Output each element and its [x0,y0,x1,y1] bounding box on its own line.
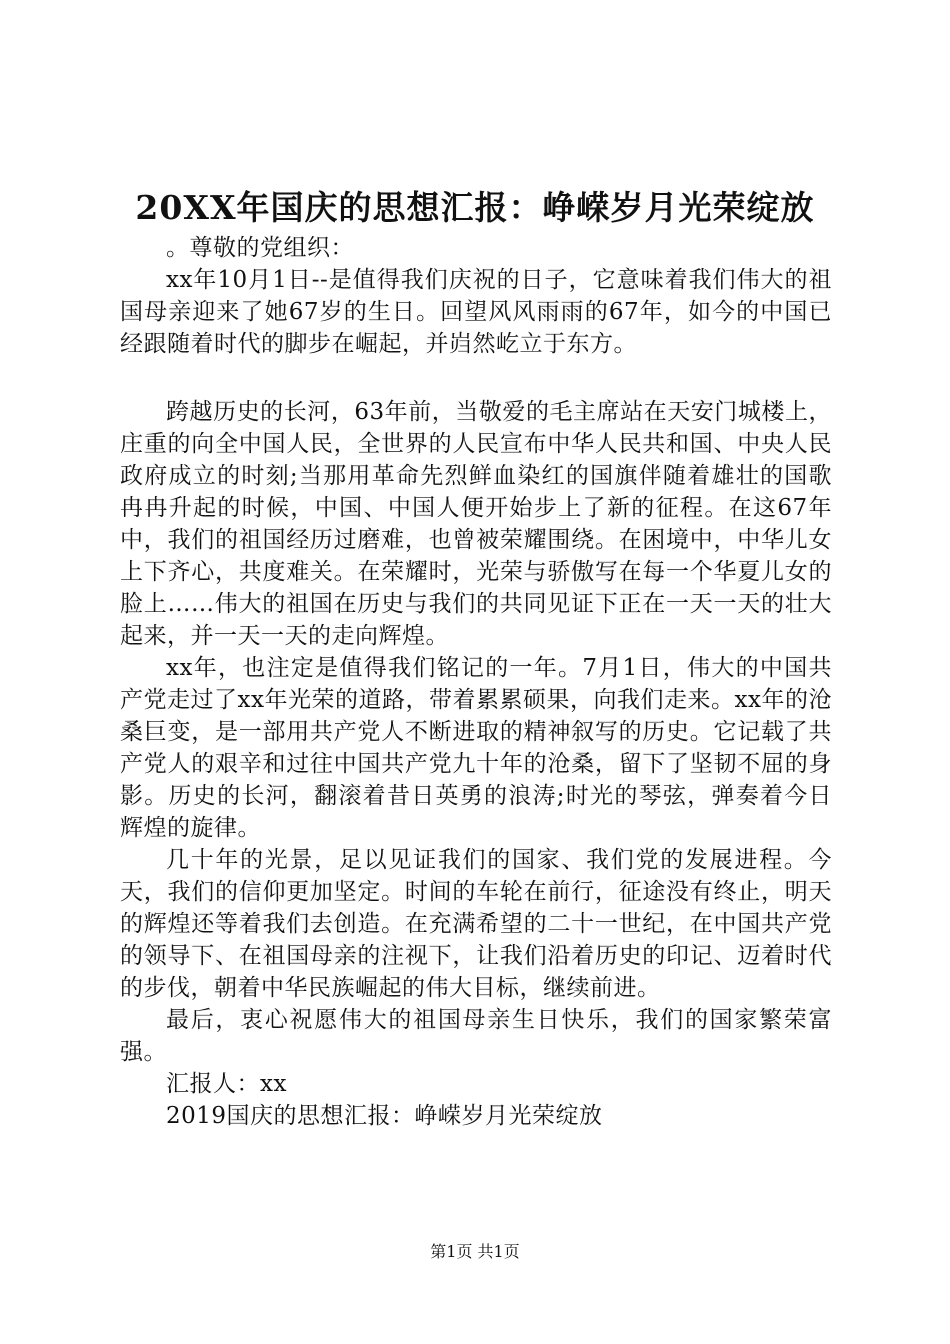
reporter-line: 汇报人：xx [166,1071,287,1097]
paragraph-spacer [120,360,832,396]
paragraph-1: xx年10月1日--是值得我们庆祝的日子，它意味着我们伟大的祖国母亲迎来了她67岁的生日。回望风风雨雨的67年，如今的中国已经跟随着时代的脚步在崛起，并岿然屹立于东方。 [120,267,832,357]
document-body [120,232,832,1132]
document-title: 20XX年国庆的思想汇报：峥嵘岁月光荣绽放 [135,188,815,227]
paragraph-2: 跨越历史的长河，63年前，当敬爱的毛主席站在天安门城楼上，庄重的向全中国人民，全世界的人民宣布中华人民共和国、中央人民政府成立的时刻;当那用革命先烈鲜血染红的国旗伴随着雄壮的国歌冉冉升起的时候，中国、中国人便开始步上了新的征程。在这67年中，我们的祖国经历过磨难，也曾被荣耀围绕。在困境中，中华儿女上下齐心，共度难关。在荣耀时，光荣与骄傲写在每一个华夏儿女的脸上……伟大的祖国在历史与我们的共同见证下正在一天一天的壮大起来，并一天一天的走向辉煌。 [120,399,832,649]
closing-title: 2019国庆的思想汇报：峥嵘岁月光荣绽放 [166,1103,603,1129]
page-footer: 第1页 共1页 [430,1242,520,1261]
paragraph-5: 最后，衷心祝愿伟大的祖国母亲生日快乐，我们的国家繁荣富强。 [120,1007,832,1065]
paragraph-3: xx年，也注定是值得我们铭记的一年。7月1日，伟大的中国共产党走过了xx年光荣的道路，带着累累硕果，向我们走来。xx年的沧桑巨变，是一部用共产党人不断进取的精神叙写的历史。它记载了共产党人的艰辛和过往中国共产党九十年的沧桑，留下了坚韧不屈的身影。历史的长河，翻滚着昔日英勇的浪涛;时光的琴弦，弹奏着今日辉煌的旋律。 [120,655,832,841]
salutation: 。尊敬的党组织： [166,235,354,261]
paragraph-4: 几十年的光景，足以见证我们的国家、我们党的发展进程。今天，我们的信仰更加坚定。时间的车轮在前行，征途没有终止，明天的辉煌还等着我们去创造。在充满希望的二十一世纪，在中国共产党的领导下、在祖国母亲的注视下，让我们沿着历史的印记、迈着时代的步伐，朝着中华民族崛起的伟大目标，继续前进。 [120,847,832,1001]
